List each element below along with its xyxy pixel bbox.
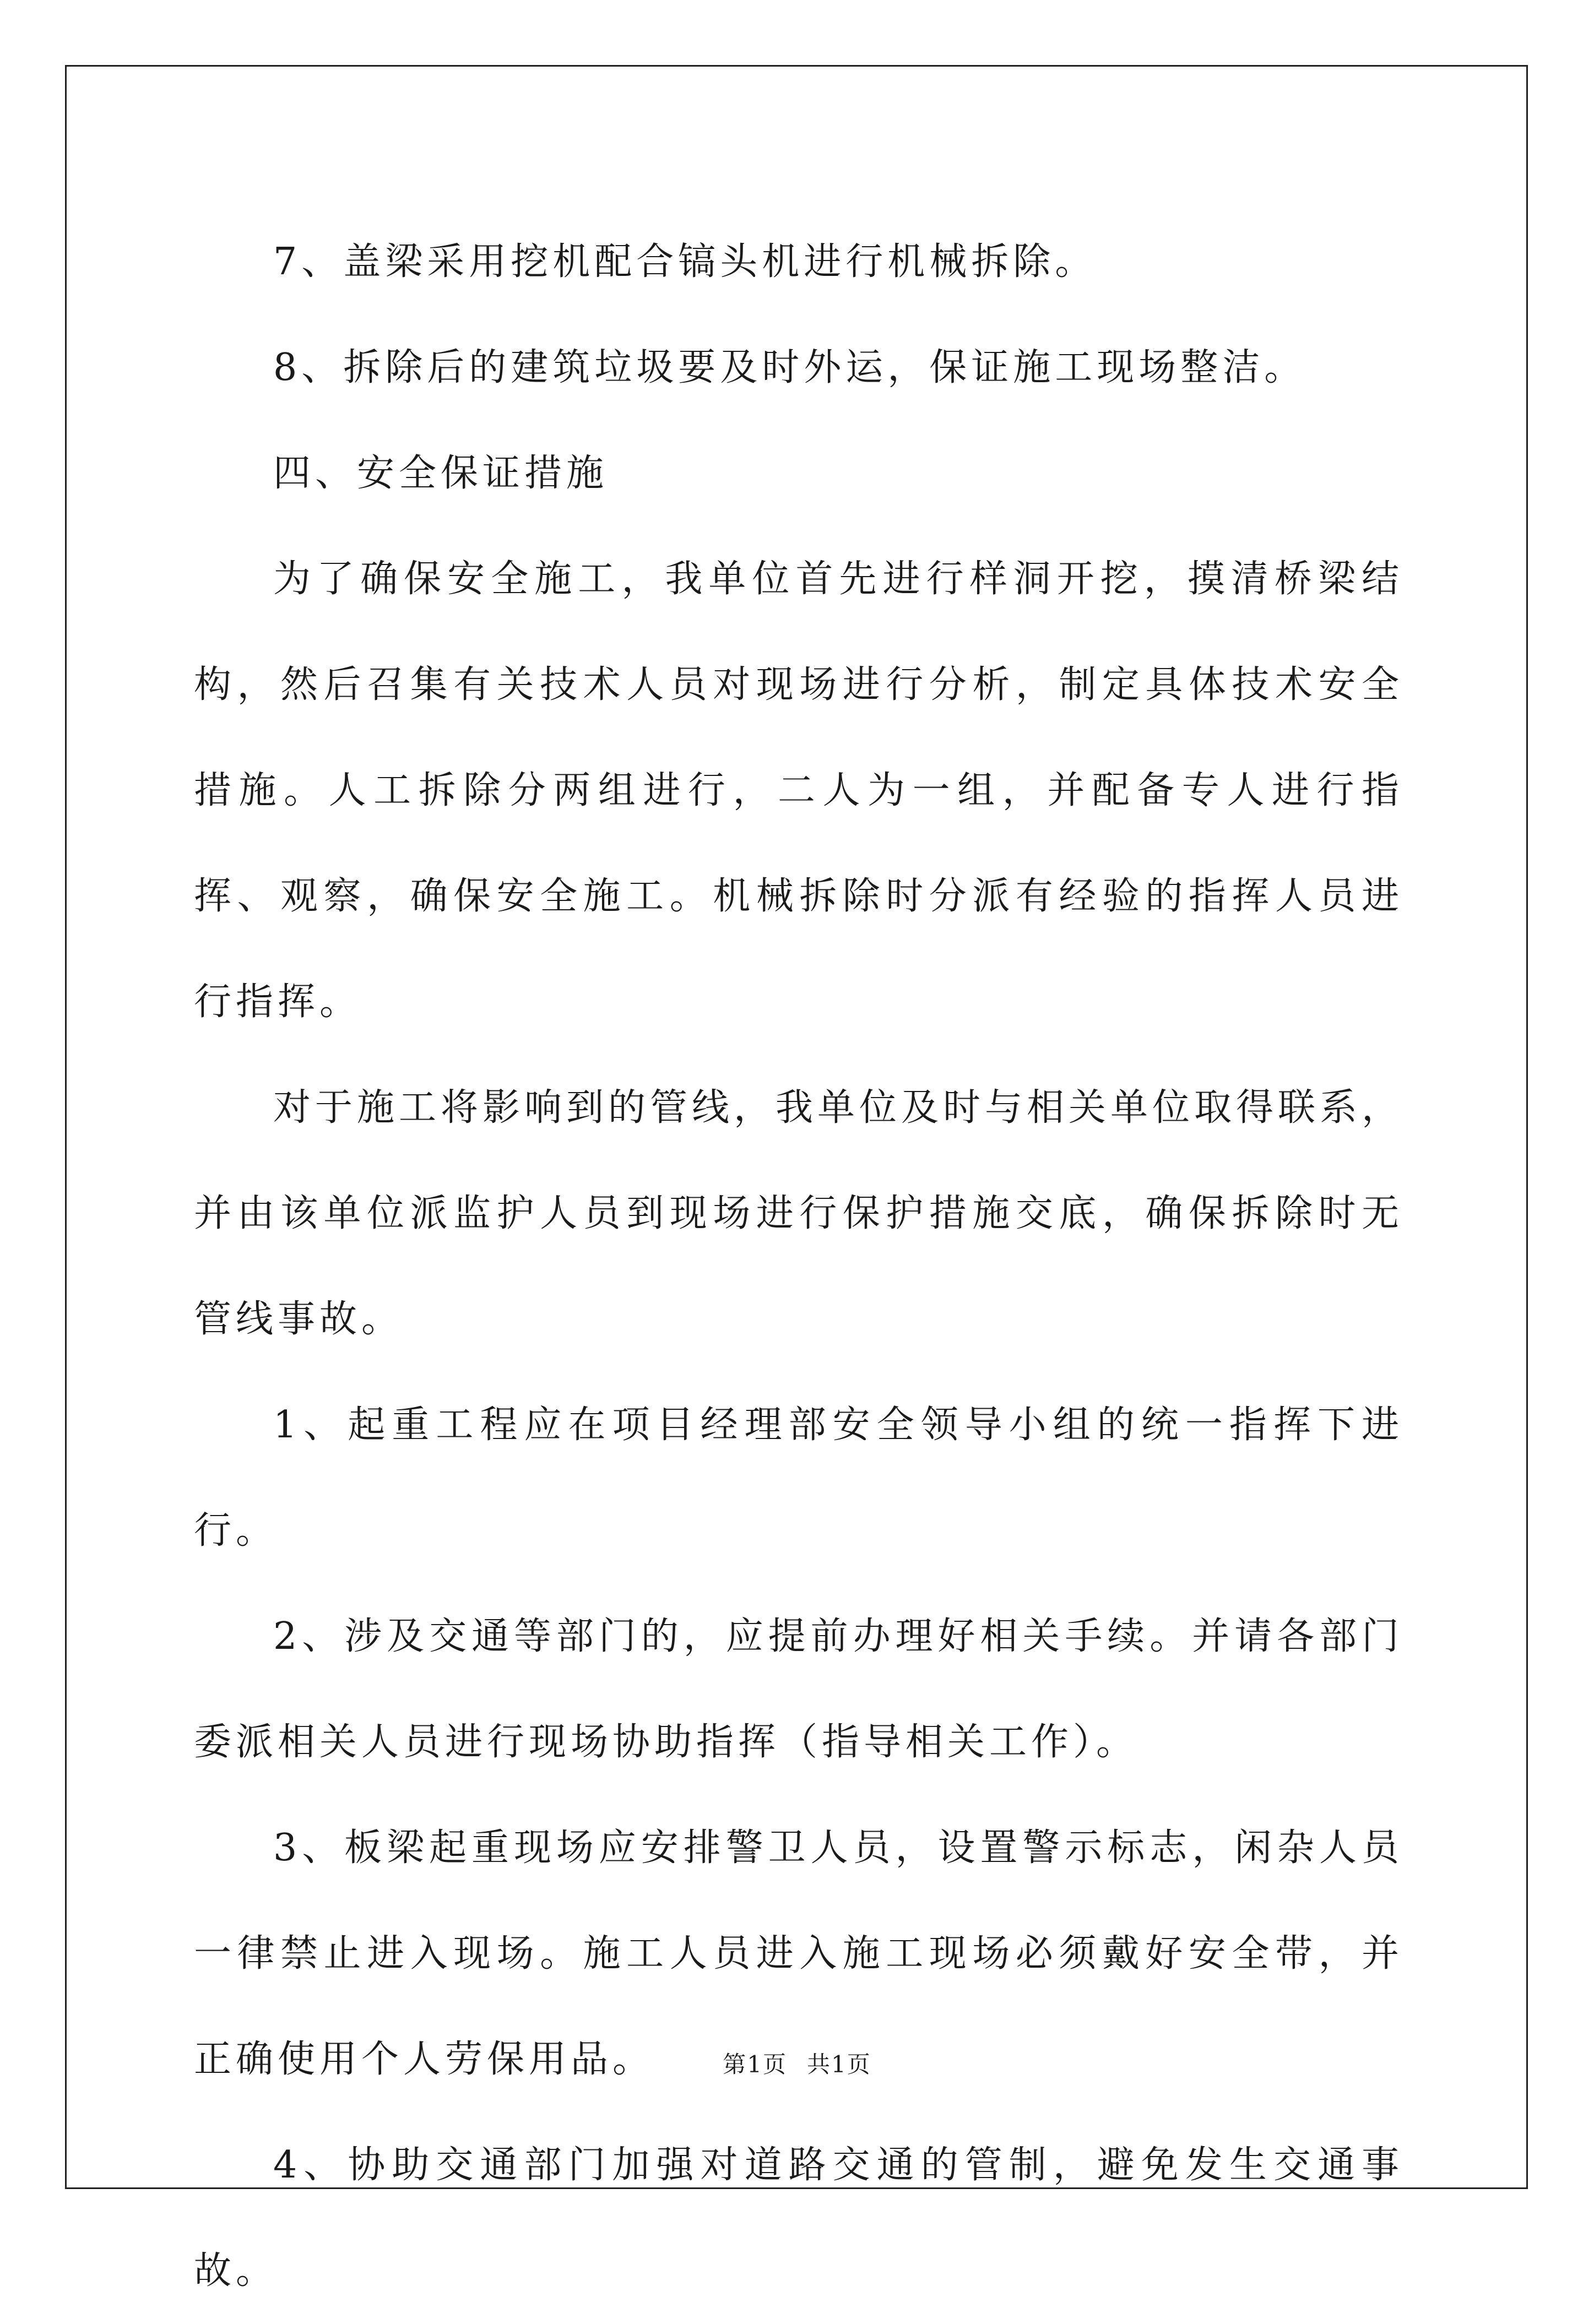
section-heading: 四、安全保证措施: [273, 452, 609, 495]
paragraph: 对于施工将影响到的管线，我单位及时与相关单位取得联系，并由该单位派监护人员到现场进行保护措施交底，确保拆除时无管线事故。: [194, 1086, 1404, 1341]
page-number-total: 共1页: [807, 2051, 871, 2078]
paragraph: 3、板梁起重现场应安排警卫人员，设置警示标志，闲杂人员一律禁止进入现场。施工人员进入施工现场必须戴好安全带，并正确使用个人劳保用品。: [194, 1826, 1403, 2081]
paragraph: 为了确保安全施工，我单位首先进行样洞开挖，摸清桥梁结构，然后召集有关技术人员对现场进行分析，制定具体技术安全措施。人工拆除分两组进行，二人为一组，并配备专人进行指挥、观察，确保安全施工。机械拆除时分派有经验的指挥人员进行指挥。: [194, 557, 1403, 1024]
page-footer: [0, 2046, 1594, 2079]
paragraph: 4、协助交通部门加强对道路交通的管制，避免发生交通事故。: [194, 2143, 1403, 2293]
document-body: [194, 209, 1403, 2324]
page-number-current: 第1页: [723, 2051, 787, 2078]
paragraph: 1、起重工程应在项目经理部安全领导小组的统一指挥下进行。: [194, 1403, 1403, 1552]
paragraph: 7、盖梁采用挖机配合镐头机进行机械拆除。: [273, 240, 1097, 284]
paragraph: 8、拆除后的建筑垃圾要及时外运，保证施工现场整洁。: [273, 346, 1306, 389]
paragraph: 2、涉及交通等部门的，应提前办理好相关手续。并请各部门委派相关人员进行现场协助指挥（指导相关工作）。: [194, 1615, 1403, 1764]
